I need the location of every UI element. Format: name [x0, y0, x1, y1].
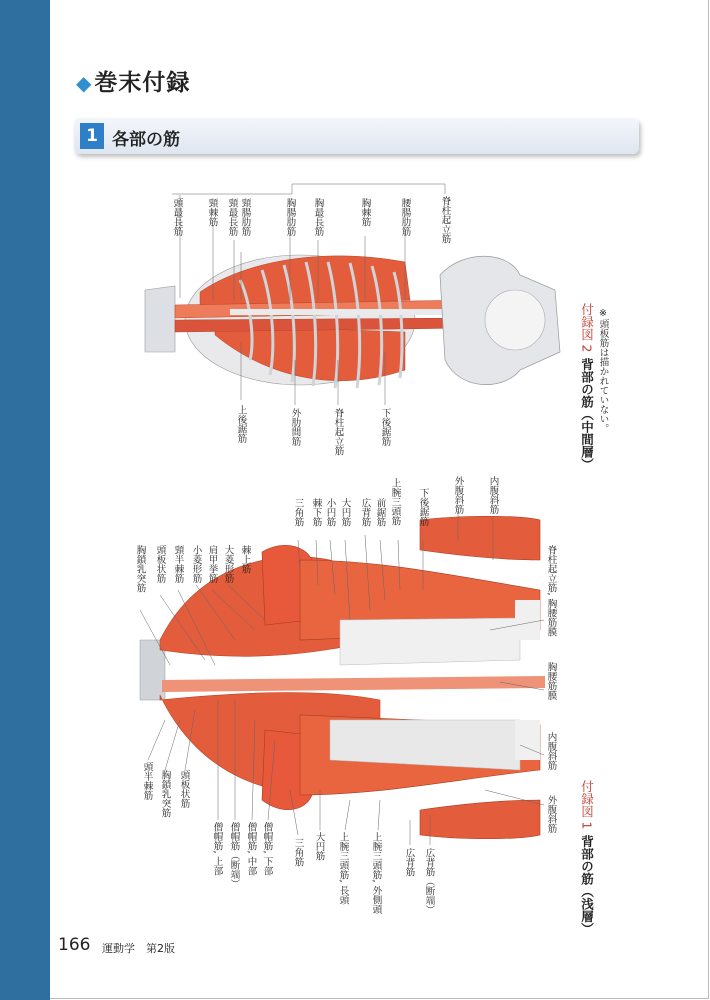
figure2-title: 背部の筋（中間層） [579, 358, 595, 471]
fig1-label: 頸半棘筋 [172, 545, 184, 583]
fig1-label: 頭半棘筋 [141, 762, 153, 800]
fig2-label: 脊柱起立筋 [332, 408, 344, 456]
fig2-label: 頸最長筋 [226, 198, 238, 236]
figure2-note: ※頭板筋は描かれていない。 [597, 308, 609, 433]
fig1-label: 小菱形筋 [190, 545, 202, 583]
section-number: 1 [80, 123, 104, 149]
fig2-label: 下後鋸筋 [379, 408, 391, 446]
page-number: 166 [58, 935, 91, 955]
fig2-label: 頭最長筋 [171, 198, 183, 236]
fig1-label: 肩甲挙筋 [206, 545, 218, 583]
fig2-label: 胸棘筋 [359, 198, 371, 227]
section-title: 各部の筋 [112, 130, 180, 150]
fig1-label: 広背筋 [403, 848, 415, 877]
fig1-label: 下後鋸筋 [417, 488, 429, 526]
fig2-label: 脊柱起立筋 [439, 196, 451, 244]
fig1-label: 僧帽筋, 上部 [211, 822, 223, 876]
fig1-label: 脊柱起立筋, 胸腰筋膜 [545, 545, 557, 637]
fig1-label: 外腹斜筋 [545, 795, 557, 833]
fig1-label: 僧帽筋, 下部 [261, 822, 273, 876]
fig2-label: 胸最長筋 [312, 198, 324, 236]
fig1-label: 大円筋 [313, 832, 325, 861]
fig1-label: 前鋸筋 [374, 498, 386, 527]
fig1-label: 広背筋 [359, 498, 371, 527]
fig1-label: 三角筋 [292, 838, 304, 867]
fig1-label: 上腕三頭筋, 長頭 [337, 832, 349, 905]
fig2-label: 胸腸肋筋 [284, 198, 296, 236]
fig1-label: 頭板状筋 [154, 545, 166, 583]
fig2-label: 頸腸肋筋 [239, 198, 251, 236]
fig2-label: 腰腸肋筋 [399, 198, 411, 236]
fig1-label: 頭板状筋 [178, 770, 190, 808]
fig1-label: 内腹斜筋 [487, 476, 499, 514]
fig1-label: 胸鎖乳突筋 [134, 545, 146, 593]
fig1-label: 棘上筋 [239, 545, 251, 574]
figure2-number: 付録図 2 [579, 303, 595, 353]
page-title-text: 巻末付録 [94, 70, 191, 96]
figure1-title: 背部の筋（浅層） [579, 835, 595, 936]
fig1-label: 外腹斜筋 [452, 476, 464, 514]
figure2-caption [580, 303, 593, 471]
fig1-label: 僧帽筋, 中部 [245, 822, 257, 876]
fig1-label: 上腕三頭筋, 外側頭 [370, 832, 382, 915]
fig1-label: 胸鎖乳突筋 [159, 770, 171, 818]
fig2-label: 頸棘筋 [206, 198, 218, 227]
fig1-label: 棘下筋 [310, 498, 322, 527]
fig1-label: 上腕三頭筋 [389, 478, 401, 526]
book-title: 運動学 第2版 [102, 942, 175, 955]
fig2-label: 上後鋸筋 [235, 405, 247, 443]
fig1-label: 僧帽筋（断端） [228, 822, 240, 889]
figure1-number: 付録図 1 [579, 780, 595, 830]
fig1-label: 胸腰筋膜 [545, 662, 557, 700]
fig2-label: 外肋間筋 [289, 408, 301, 446]
fig1-label: 小円筋 [324, 498, 336, 527]
figure1-caption [580, 780, 593, 935]
fig1-label: 内腹斜筋 [545, 732, 557, 770]
fig1-label: 大円筋 [339, 498, 351, 527]
diamond-icon: ◆ [76, 71, 93, 95]
fig1-label: 広背筋（断端） [423, 848, 435, 915]
fig1-label: 大菱形筋 [222, 545, 234, 583]
fig1-label: 三角筋 [292, 498, 304, 527]
